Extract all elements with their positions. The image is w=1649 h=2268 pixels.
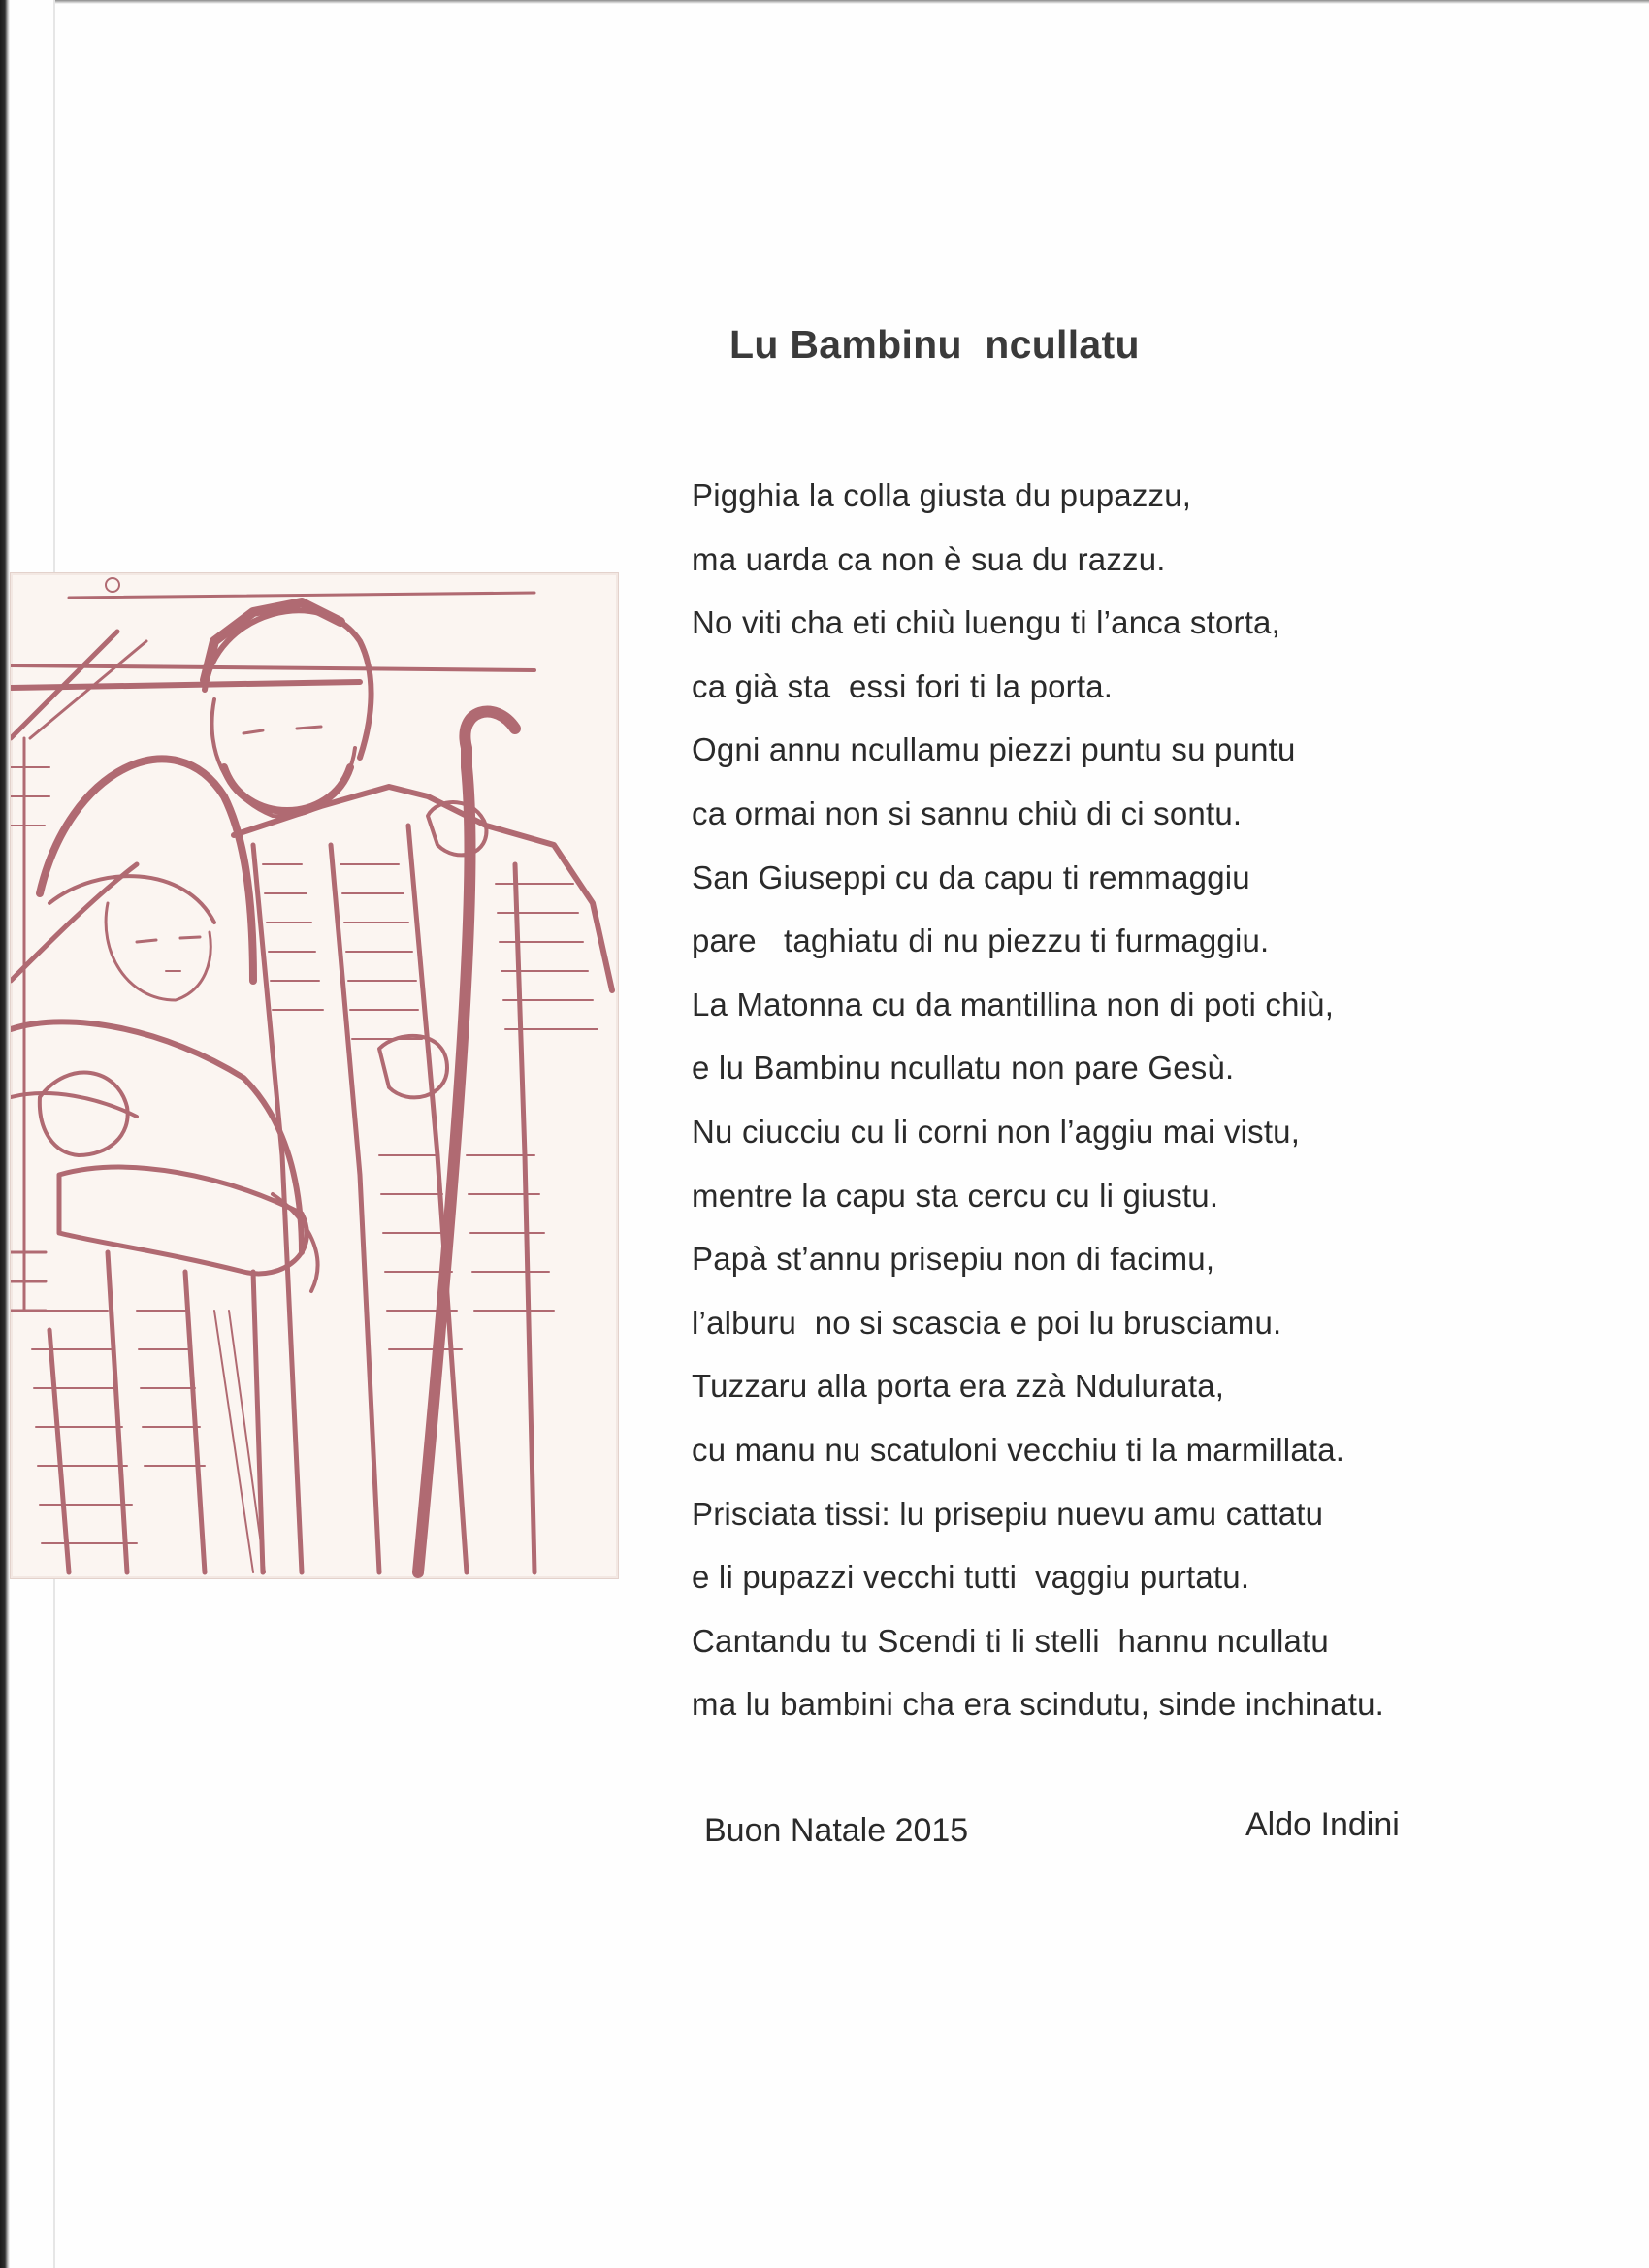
poem-verse: ma uarda ca non è sua du razzu. [692, 540, 1166, 577]
poem-verse: cu manu nu scatuloni vecchiu ti la marmillata. [692, 1431, 1345, 1468]
nativity-illustration [10, 572, 619, 1579]
author-signature: Aldo Indini [1245, 1806, 1400, 1843]
poem-verse: Ogni annu ncullamu piezzi puntu su puntu [692, 731, 1296, 768]
poem-verse: Cantandu tu Scendi ti li stelli hannu ncullatu [692, 1622, 1329, 1659]
poem-verse: e li pupazzi vecchi tutti vaggiu purtatu. [692, 1559, 1250, 1596]
poem-verse: Tuzzaru alla porta era zzà Ndulurata, [692, 1368, 1225, 1405]
poem-verse: Papà st’annu prisepiu non di facimu, [692, 1241, 1215, 1278]
poem-verse: Nu ciucciu cu li corni non l’aggiu mai vistu, [692, 1113, 1301, 1150]
poem-verse: e lu Bambinu ncullatu non pare Gesù. [692, 1050, 1235, 1086]
poem-verse: pare taghiatu di nu piezzu ti furmaggiu. [692, 923, 1270, 959]
poem-title: Lu Bambinu ncullatu [729, 322, 1140, 367]
nativity-sketch-icon [11, 573, 618, 1578]
scan-border-left [0, 0, 10, 2268]
poem-verse: Pigghia la colla giusta du pupazzu, [692, 477, 1192, 513]
poem-verse: l’alburu no si scascia e poi lu brusciamu. [692, 1304, 1282, 1341]
poem-verse: ca già sta essi fori ti la porta. [692, 667, 1114, 704]
poem-verse: La Matonna cu da mantillina non di poti chiù, [692, 986, 1335, 1022]
scan-border-top [54, 0, 1649, 4]
poem-verse: No viti cha eti chiù luengu ti l’anca storta, [692, 604, 1280, 641]
poem-verse: ca ormai non si sannu chiù di ci sontu. [692, 794, 1243, 831]
poem-verse: ma lu bambini cha era scindutu, sinde inchinatu. [692, 1686, 1385, 1723]
poem-verses [692, 464, 1623, 1736]
poem-verse: Prisciata tissi: lu prisepiu nuevu amu cattatu [692, 1495, 1324, 1532]
poem-verse: San Giuseppi cu da capu ti remmaggiu [692, 859, 1250, 895]
poem-verse: mentre la capu sta cercu cu li giustu. [692, 1177, 1219, 1214]
christmas-greeting: Buon Natale 2015 [704, 1812, 969, 1849]
